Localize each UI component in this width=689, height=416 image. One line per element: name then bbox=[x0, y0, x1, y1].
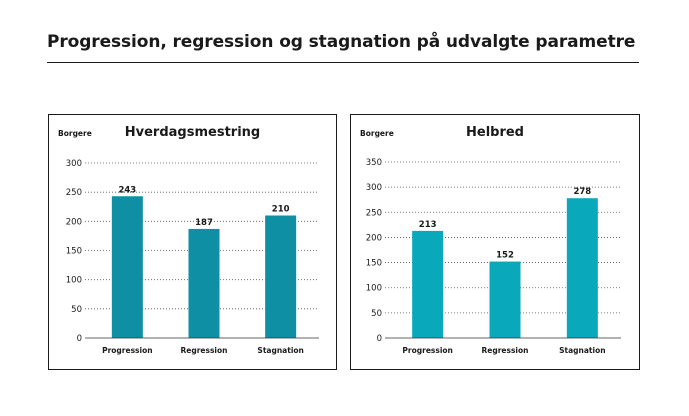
y-tick-label: 250 bbox=[65, 188, 82, 199]
x-tick-label: Progression bbox=[402, 346, 453, 355]
y-tick-label: 150 bbox=[365, 258, 382, 269]
data-label: 278 bbox=[573, 187, 592, 198]
y-tick-label: 150 bbox=[65, 246, 82, 257]
y-tick-label: 0 bbox=[376, 334, 382, 344]
y-axis-label: Borgere bbox=[58, 129, 92, 138]
y-axis-label: Borgere bbox=[360, 129, 394, 138]
y-tick-label: 50 bbox=[71, 304, 82, 315]
page-title: Progression, regression og stagnation på udvalgte parametre bbox=[47, 32, 636, 52]
bar-chart-hverdagsmestring bbox=[49, 115, 338, 371]
y-tick-label: 300 bbox=[365, 183, 382, 194]
bar-stagnation bbox=[567, 198, 598, 338]
bar-regression bbox=[490, 262, 521, 338]
y-tick-label: 200 bbox=[365, 233, 382, 244]
y-tick-label: 50 bbox=[371, 308, 382, 319]
x-tick-label: Regression bbox=[180, 346, 228, 355]
chart-panel-hverdagsmestring bbox=[48, 114, 337, 370]
bar-progression bbox=[412, 231, 443, 338]
y-tick-label: 200 bbox=[65, 217, 82, 228]
chart-title: Helbred bbox=[466, 125, 524, 140]
bar-progression bbox=[112, 196, 143, 338]
data-label: 152 bbox=[496, 250, 514, 261]
data-label: 243 bbox=[118, 185, 137, 196]
y-tick-label: 300 bbox=[65, 159, 82, 169]
data-label: 187 bbox=[195, 217, 213, 228]
x-tick-label: Progression bbox=[102, 346, 153, 355]
data-label: 213 bbox=[418, 219, 437, 230]
data-label: 210 bbox=[271, 204, 290, 215]
x-tick-label: Stagnation bbox=[559, 346, 606, 355]
x-tick-label: Stagnation bbox=[257, 346, 304, 355]
y-tick-label: 100 bbox=[65, 275, 82, 286]
x-tick-label: Regression bbox=[481, 346, 529, 355]
bar-regression bbox=[189, 229, 220, 338]
chart-panel-helbred bbox=[350, 114, 640, 370]
y-tick-label: 350 bbox=[365, 158, 382, 168]
chart-title: Hverdagsmestring bbox=[124, 125, 261, 140]
y-tick-label: 0 bbox=[76, 334, 82, 344]
bar-chart-helbred bbox=[351, 115, 641, 371]
title-divider bbox=[47, 62, 639, 63]
y-tick-label: 250 bbox=[365, 208, 382, 219]
y-tick-label: 100 bbox=[365, 283, 382, 294]
bar-stagnation bbox=[265, 216, 296, 339]
